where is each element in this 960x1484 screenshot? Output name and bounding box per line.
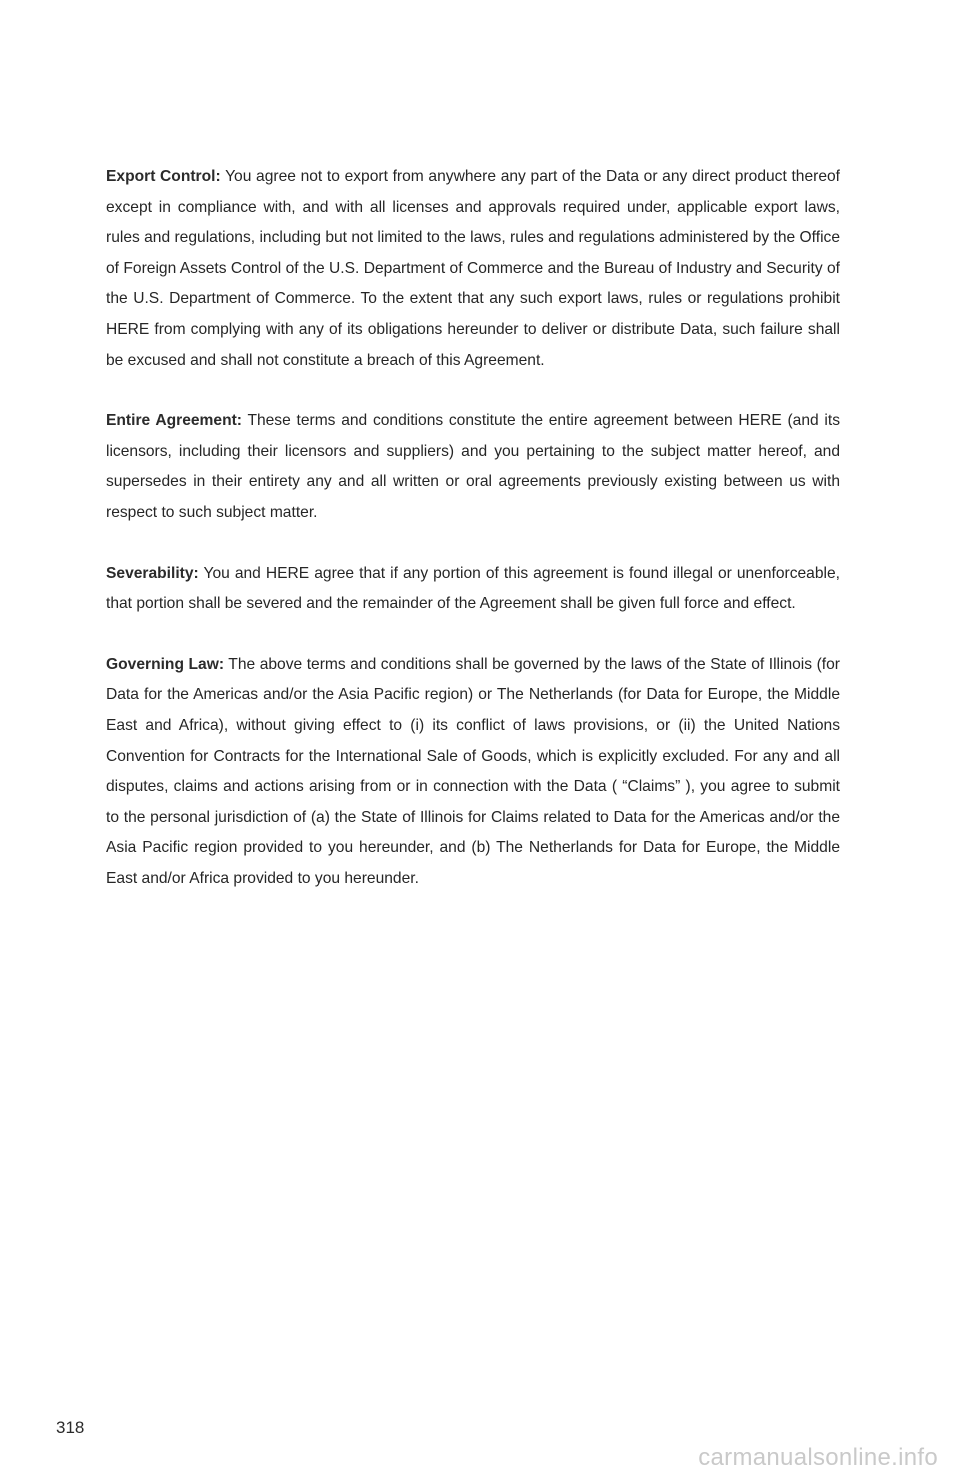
section-heading: Entire Agreement: — [106, 412, 242, 430]
page-number: 318 — [56, 1418, 85, 1437]
section-heading: Governing Law: — [106, 655, 225, 673]
section-body: The above terms and conditions shall be governed by the laws of the State of Illinois (for Data for the Americas and/or the Asia Pacific region) or The Netherlands (for Data for Europe, the Middle East and Africa), without giving effect to (i) its conflict of laws provisions, or (ii) the United Nations Convention for Contracts for the International Sale of Goods, which is explicitly excluded. For any and all disputes, claims and actions arising from or in connection with the Data ( “Claims” ), you agree to submit to the personal jurisdiction of (a) the State of Illinois for Claims related to Data for the Americas and/or the Asia Pacific region provided to you hereunder, and (b) The Netherlands for Data for Europe, the Middle East and/or Africa provided to you hereunder. — [106, 655, 840, 887]
section-body: These terms and conditions constitute the entire agreement between HERE (and its licensors, including their licensors and suppliers) and you pertaining to the subject matter hereof, and supersedes in their entirety any and all written or oral agreements previously existing between us with respect to such subject matter. — [106, 412, 840, 521]
section-body: You agree not to export from anywhere any part of the Data or any direct product thereof except in compliance with, and with all licenses and approvals required under, applicable export laws, rules and regulations, including but not limited to the laws, rules and regulations administered by the Office of Foreign Assets Control of the U.S. Department of Commerce and the Bureau of Industry and Security of the U.S. Department of Commerce. To the extent that any such export laws, rules or regulations prohibit HERE from complying with any of its obligations hereunder to deliver or distribute Data, such failure shall be excused and shall not constitute a breach of this Agreement. — [106, 168, 840, 369]
export-control-section — [106, 162, 840, 376]
watermark-text: carmanualsonline.info — [698, 1444, 938, 1471]
section-heading: Severability: — [106, 564, 199, 582]
severability-section — [106, 559, 840, 620]
document-body — [106, 162, 840, 924]
governing-law-section — [106, 650, 840, 895]
entire-agreement-section — [106, 406, 840, 528]
section-body: You and HERE agree that if any portion of this agreement is found illegal or unenforceable, that portion shall be severed and the remainder of the Agreement shall be given full force and effect. — [106, 564, 840, 613]
section-heading: Export Control: — [106, 168, 221, 185]
